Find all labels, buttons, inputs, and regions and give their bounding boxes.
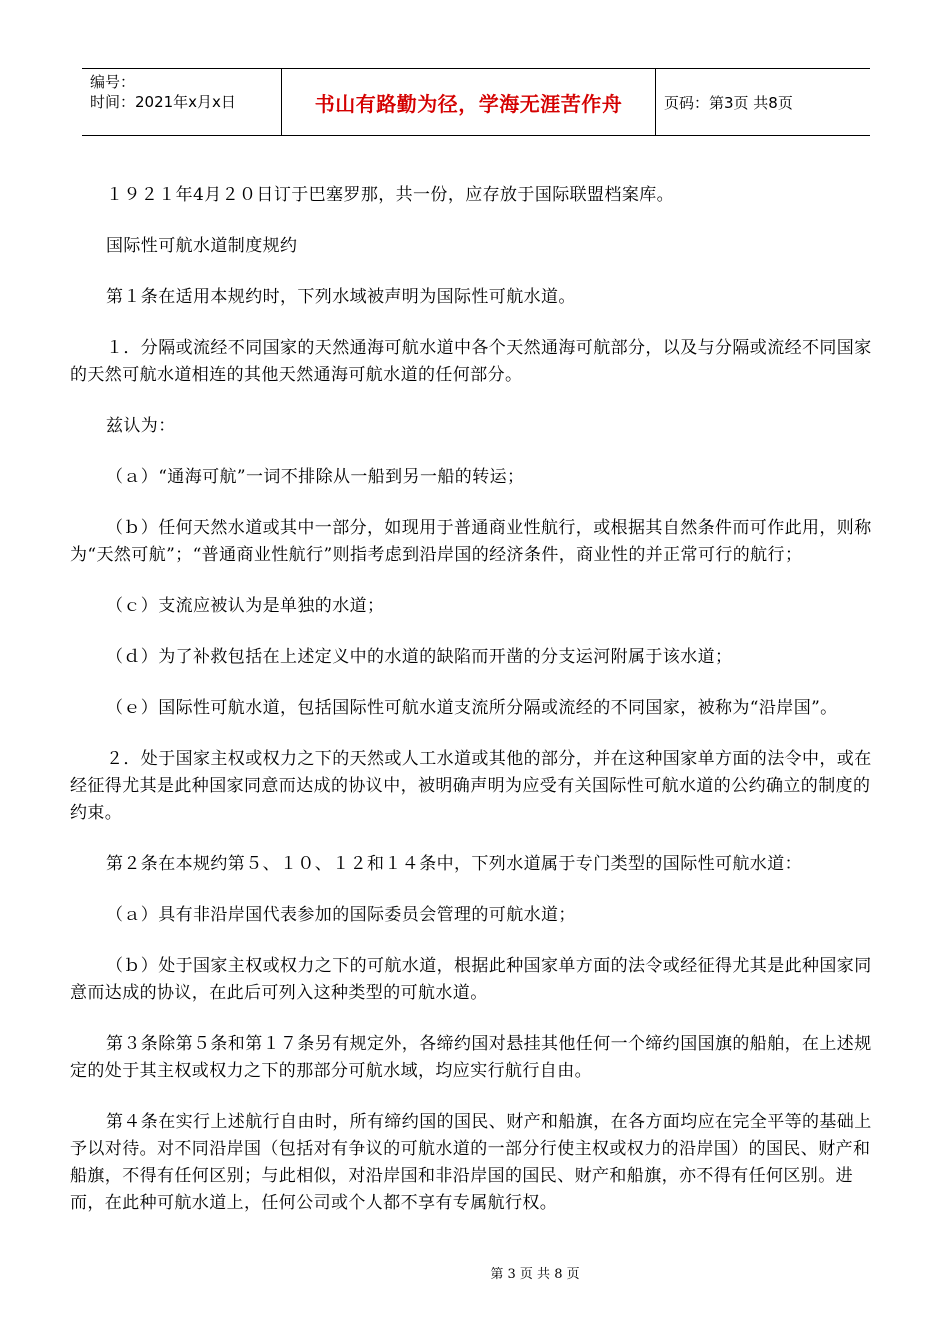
document-header — [82, 68, 870, 136]
number-label: 编号： — [90, 73, 136, 91]
paragraph: 第３条除第５条和第１７条另有规定外，各缔约国对悬挂其他任何一个缔约国国旗的船舶，在上述规定的处于其主权或权力之下的那部分可航水域，均应实行航行自由。 — [70, 1034, 872, 1081]
section-title: 国际性可航水道制度规约 — [106, 236, 298, 256]
paragraph: １９２１年4月２０日订于巴塞罗那，共一份，应存放于国际联盟档案库。 — [106, 185, 675, 205]
paragraph: 第４条在实行上述航行自由时，所有缔约国的国民、财产和船旗，在各方面均应在完全平等的基础上予以对待。对不同沿岸国（包括对有争议的可航水道的一部分行使主权或权力的沿岸国）的国民、财产和船旗，不得有任何区别；与此相似，对沿岸国和非沿岸国的国民、财产和船旗，亦不得有任何区别。进而，在此种可航水道上，任何公司或个人都不享有专属航行权。 — [70, 1112, 872, 1213]
paragraph: （ｃ）支流应被认为是单独的水道； — [106, 596, 385, 616]
paragraph: １．分隔或流经不同国家的天然通海可航水道中各个天然通海可航部分，以及与分隔或流经不同国家的天然可航水道相连的其他天然通海可航水道的任何部分。 — [70, 338, 872, 385]
header-page-cell — [656, 69, 870, 135]
paragraph: （ｂ）任何天然水道或其中一部分，如现用于普通商业性航行，或根据其自然条件而可作此用，则称为“天然可航”；“普通商业性航行”则指考虑到沿岸国的经济条件，商业性的并正常可行的航行； — [70, 518, 872, 565]
paragraph: （ｅ）国际性可航水道，包括国际性可航水道支流所分隔或流经的不同国家，被称为“沿岸国”。 — [106, 698, 838, 718]
page-footer — [0, 1263, 950, 1282]
page-info: 页码：第3页 共8页 — [664, 93, 793, 112]
paragraph: 兹认为： — [106, 416, 176, 436]
time-label: 时间：2021年x月x日 — [90, 93, 236, 111]
paragraph: ２．处于国家主权或权力之下的天然或人工水道或其他的部分，并在这种国家单方面的法令中，或在经征得尤其是此种国家同意而达成的协议中，被明确声明为应受有关国际性可航水道的公约确立的制度的约束。 — [70, 749, 872, 823]
motto-text: 书山有路勤为径，学海无涯苦作舟 — [314, 91, 623, 116]
paragraph: （ｄ）为了补救包括在上述定义中的水道的缺陷而开凿的分支运河附属于该水道； — [106, 647, 733, 667]
footer-page-number: 第 3 页 共 8 页 — [490, 1267, 580, 1282]
header-motto-cell — [282, 69, 656, 135]
paragraph: （ｂ）处于国家主权或权力之下的可航水道，根据此种国家单方面的法令或经征得尤其是此种国家同意而达成的协议，在此后可列入这种类型的可航水道。 — [70, 956, 872, 1003]
paragraph: （ａ）“通海可航”一词不排除从一船到另一船的转运； — [106, 467, 525, 487]
header-meta-cell — [82, 69, 282, 135]
paragraph: 第２条在本规约第５、１０、１２和１４条中，下列水道属于专门类型的国际性可航水道： — [106, 854, 802, 874]
paragraph: （ａ）具有非沿岸国代表参加的国际委员会管理的可航水道； — [106, 905, 576, 925]
document-body — [70, 182, 878, 1241]
paragraph: 第１条在适用本规约时，下列水域被声明为国际性可航水道。 — [106, 287, 576, 307]
